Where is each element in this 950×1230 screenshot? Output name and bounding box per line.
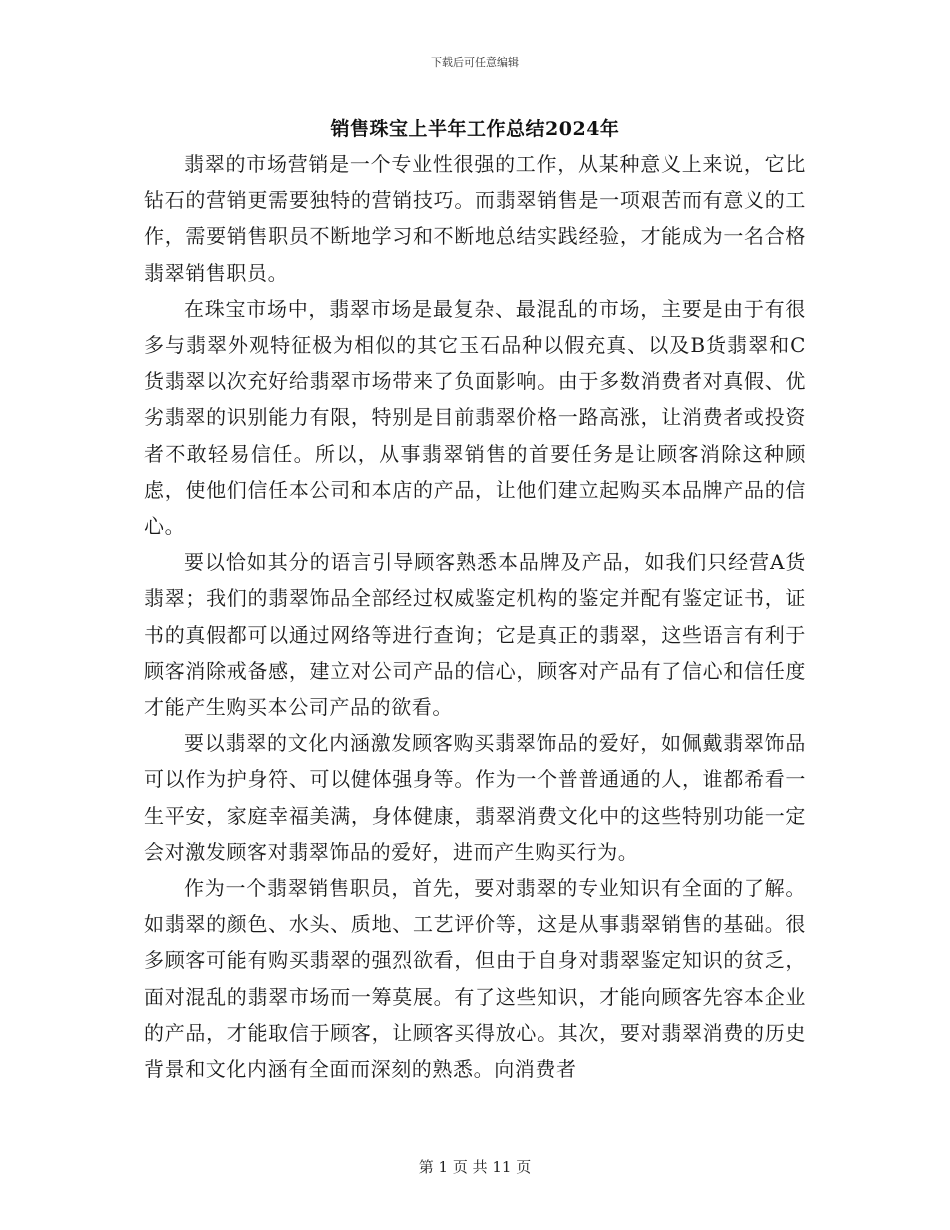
document-body — [144, 146, 806, 1087]
paragraph-3: 要以恰如其分的语言引导顾客熟悉本品牌及产品，如我们只经营A货翡翠；我们的翡翠饰品全部经过权威鉴定机构的鉴定并配有鉴定证书，证书的真假都可以通过网络等进行查询；它是真正的翡翠，这些语言有利于顾客消除戒备感，建立对公司产品的信心，顾客对产品有了信心和信任度才能产生购买本公司产品的欲看。 — [144, 550, 806, 720]
header-note: 下载后可任意编辑 — [431, 56, 519, 69]
document-title: 销售珠宝上半年工作总结2024年 — [330, 118, 620, 140]
page-number-footer: 第 1 页 共 11 页 — [418, 1158, 532, 1176]
paragraph-2: 在珠宝市场中，翡翠市场是最复杂、最混乱的市场，主要是由于有很多与翡翠外观特征极为相似的其它玉石品种以假充真、以及B货翡翠和C货翡翠以次充好给翡翠市场带来了负面影响。由于多数消费者对真假、优劣翡翠的识别能力有限，特别是目前翡翠价格一路高涨，让消费者或投资者不敢轻易信任。所以，从事翡翠销售的首要任务是让顾客消除这种顾虑，使他们信任本公司和本店的产品，让他们建立起购买本品牌产品的信心。 — [144, 296, 806, 539]
paragraph-1: 翡翠的市场营销是一个专业性很强的工作，从某种意义上来说，它比钻石的营销更需要独特的营销技巧。而翡翠销售是一项艰苦而有意义的工作，需要销售职员不断地学习和不断地总结实践经验，才能成为一名合格翡翠销售职员。 — [144, 152, 806, 285]
paragraph-5: 作为一个翡翠销售职员，首先，要对翡翠的专业知识有全面的了解。如翡翠的颜色、水头、质地、工艺评价等，这是从事翡翠销售的基础。很多顾客可能有购买翡翠的强烈欲看，但由于自身对翡翠鉴定知识的贫乏，面对混乱的翡翠市场而一筹莫展。有了这些知识，才能向顾客先容本企业的产品，才能取信于顾客，让顾客买得放心。其次，要对翡翠消费的历史背景和文化内涵有全面而深刻的熟悉。向消费者 — [144, 876, 806, 1082]
paragraph-4: 要以翡翠的文化内涵激发顾客购买翡翠饰品的爱好，如佩戴翡翠饰品可以作为护身符、可以健体强身等。作为一个普普通通的人，谁都希看一生平安，家庭幸福美满，身体健康，翡翠消费文化中的这些特别功能一定会对激发顾客对翡翠饰品的爱好，进而产生购买行为。 — [144, 731, 806, 864]
